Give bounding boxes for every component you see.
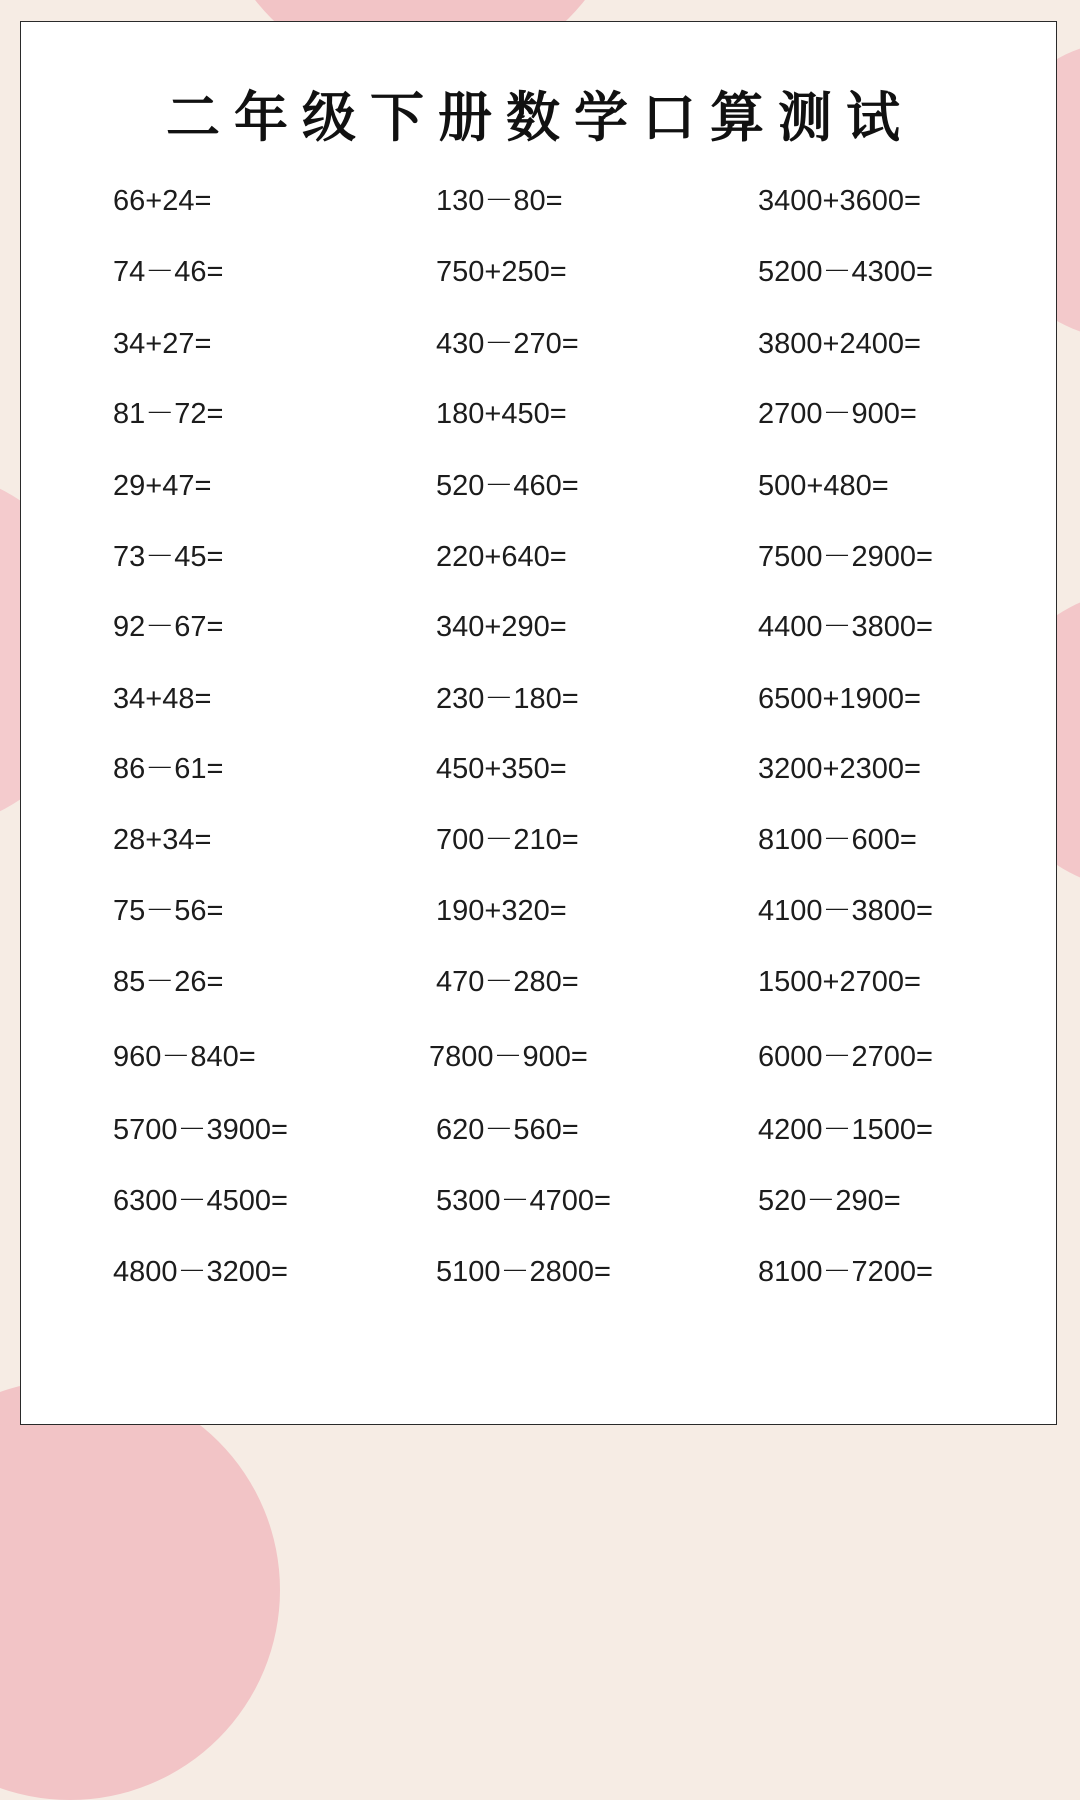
- arithmetic-problem: 470－280=: [436, 966, 579, 998]
- arithmetic-problem: 7800－900=: [429, 1041, 588, 1073]
- arithmetic-problem: 29+47=: [113, 470, 212, 502]
- arithmetic-problem: 3800+2400=: [758, 328, 921, 360]
- arithmetic-problem: 4800－3200=: [113, 1256, 288, 1288]
- arithmetic-problem: 180+450=: [436, 398, 567, 430]
- arithmetic-problem: 92－67=: [113, 611, 224, 643]
- arithmetic-problem: 5100－2800=: [436, 1256, 611, 1288]
- arithmetic-problem: 450+350=: [436, 753, 567, 785]
- arithmetic-problem: 5200－4300=: [758, 256, 933, 288]
- arithmetic-problem: 620－560=: [436, 1114, 579, 1146]
- worksheet-title: 二年级下册数学口算测试: [166, 85, 914, 149]
- arithmetic-problem: 8100－7200=: [758, 1256, 933, 1288]
- arithmetic-problem: 7500－2900=: [758, 541, 933, 573]
- arithmetic-problem: 2700－900=: [758, 398, 917, 430]
- arithmetic-problem: 73－45=: [113, 541, 224, 573]
- arithmetic-problem: 500+480=: [758, 470, 889, 502]
- arithmetic-problem: 340+290=: [436, 611, 567, 643]
- arithmetic-problem: 960－840=: [113, 1041, 256, 1073]
- arithmetic-problem: 430－270=: [436, 328, 579, 360]
- arithmetic-problem: 190+320=: [436, 895, 567, 927]
- arithmetic-problem: 4400－3800=: [758, 611, 933, 643]
- arithmetic-problem: 220+640=: [436, 541, 567, 573]
- arithmetic-problem: 66+24=: [113, 185, 212, 217]
- arithmetic-problem: 86－61=: [113, 753, 224, 785]
- arithmetic-problem: 5700－3900=: [113, 1114, 288, 1146]
- arithmetic-problem: 520－290=: [758, 1185, 901, 1217]
- arithmetic-problem: 6300－4500=: [113, 1185, 288, 1217]
- arithmetic-problem: 6000－2700=: [758, 1041, 933, 1073]
- arithmetic-problem: 74－46=: [113, 256, 224, 288]
- arithmetic-problem: 5300－4700=: [436, 1185, 611, 1217]
- arithmetic-problem: 130－80=: [436, 185, 563, 217]
- arithmetic-problem: 85－26=: [113, 966, 224, 998]
- arithmetic-problem: 3400+3600=: [758, 185, 921, 217]
- arithmetic-problem: 81－72=: [113, 398, 224, 430]
- arithmetic-problem: 700－210=: [436, 824, 579, 856]
- arithmetic-problem: 28+34=: [113, 824, 212, 856]
- arithmetic-problem: 3200+2300=: [758, 753, 921, 785]
- arithmetic-problem: 1500+2700=: [758, 966, 921, 998]
- arithmetic-problem: 230－180=: [436, 683, 579, 715]
- arithmetic-problem: 4100－3800=: [758, 895, 933, 927]
- arithmetic-problem: 750+250=: [436, 256, 567, 288]
- arithmetic-problem: 8100－600=: [758, 824, 917, 856]
- arithmetic-problem: 6500+1900=: [758, 683, 921, 715]
- arithmetic-problem: 75－56=: [113, 895, 224, 927]
- background-decoration: [0, 1380, 280, 1800]
- arithmetic-problem: 34+27=: [113, 328, 212, 360]
- arithmetic-problem: 34+48=: [113, 683, 212, 715]
- arithmetic-problem: 520－460=: [436, 470, 579, 502]
- arithmetic-problem: 4200－1500=: [758, 1114, 933, 1146]
